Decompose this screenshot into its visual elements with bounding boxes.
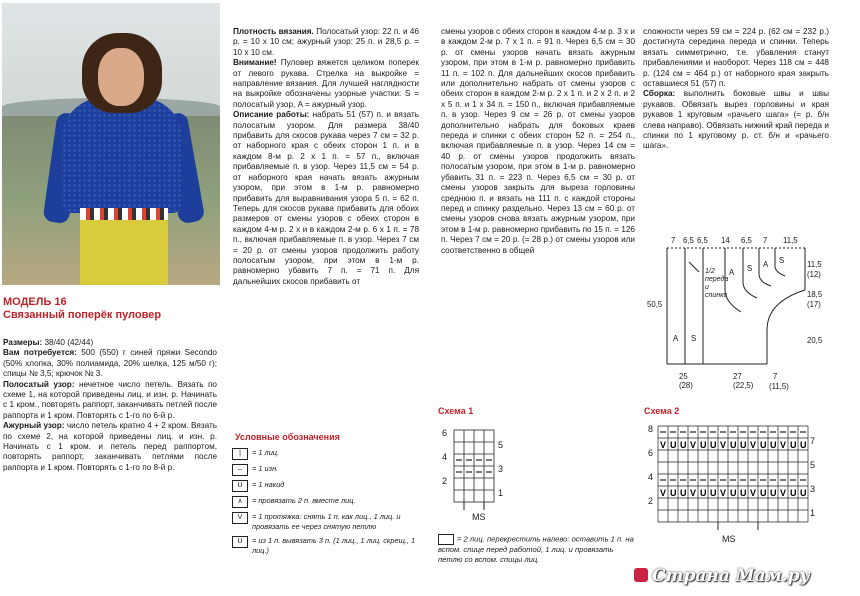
dim-bottom-4: (11,5) xyxy=(769,382,789,391)
schema-1-row-1: 1 xyxy=(498,488,504,498)
col2-paragraph xyxy=(233,27,419,58)
zone-s-2: S xyxy=(747,264,753,273)
schema-1-row-3: 3 xyxy=(498,464,504,474)
column-1 xyxy=(3,338,217,473)
col1-heading: Полосатый узор: xyxy=(3,379,75,389)
col1-paragraph xyxy=(3,421,217,473)
stitch-symbol: U xyxy=(740,440,747,450)
dim-right-1b: (12) xyxy=(807,270,821,279)
legend-symbol: U xyxy=(232,480,248,492)
col1-paragraph xyxy=(3,338,217,348)
schema-2-grid xyxy=(656,424,816,532)
col1-text: число петель кратно 4 + 2 кром. Вязать по схеме 2, на которой приведены лиц. и изн. р. Начинать с 1 кром. и петель перед раппортом, повторять раппорт, заканчивать петлями после раппорта и 1 кром. Повторять с 1-го по 8-й р. xyxy=(3,421,217,472)
schema-note xyxy=(438,534,638,565)
legend-symbol: | xyxy=(232,448,248,460)
col2-paragraph xyxy=(233,110,419,287)
schema-2-ms: MS xyxy=(722,534,736,544)
stitch-symbol: U xyxy=(670,488,677,498)
stitch-symbol: U xyxy=(700,440,707,450)
legend-text: = 1 протяжка: снять 1 п. как лиц., 1 лиц. и провязать ее через снятую петлю xyxy=(252,512,401,531)
legend-item xyxy=(232,536,427,556)
stitch-symbol: U xyxy=(760,488,767,498)
zone-s-1: S xyxy=(691,334,697,343)
stitch-symbol: U xyxy=(770,440,777,450)
dim-top-5: 6,5 xyxy=(741,236,752,245)
stitch-symbol: U xyxy=(680,440,687,450)
stitch-symbol: U xyxy=(680,488,687,498)
model-number: МОДЕЛЬ 16 xyxy=(3,296,67,308)
dim-top-3: 6,5 xyxy=(697,236,708,245)
stitch-symbol: V xyxy=(750,488,757,498)
stitch-symbol: U xyxy=(740,488,747,498)
legend-text: = 1 изн. xyxy=(252,464,279,473)
schema-1-row-2: 2 xyxy=(442,476,448,486)
schema-2-title: Схема 2 xyxy=(644,406,680,416)
dim-right-2: 18,5 xyxy=(807,290,823,299)
schema-note-text: = 2 лиц. перекрестить налево: оставить 1 п. на вспом. спице перед работой, 1 лиц. и провязать петлю со вспом. спицы лиц. xyxy=(438,534,634,564)
stitch-symbol: V xyxy=(780,488,787,498)
schema-2-row-8: 8 xyxy=(648,424,654,434)
stitch-symbol: U xyxy=(700,488,707,498)
dim-top-6: 7 xyxy=(763,236,768,245)
zone-label: 1/2 переда и спинки xyxy=(705,268,729,299)
dim-bottom-3: 7 xyxy=(773,372,778,381)
legend-item xyxy=(232,464,427,476)
column-4 xyxy=(643,27,829,152)
legend-text: = из 1 п. вывязать 3 п. (1 лиц., 1 лиц. скрещ., 1 лиц.) xyxy=(252,536,416,555)
stitch-symbol: U xyxy=(730,488,737,498)
legend-symbol: ∧ xyxy=(232,496,248,508)
stitch-symbol: U xyxy=(730,440,737,450)
col1-text: 38/40 (42/44) xyxy=(42,338,94,347)
stitch-symbol: U xyxy=(710,488,717,498)
model-heading xyxy=(3,296,161,322)
legend-item xyxy=(232,480,427,492)
legend-item xyxy=(232,448,427,460)
legend-text: = 1 лиц. xyxy=(252,448,280,457)
legend-item xyxy=(232,496,427,508)
legend-symbol: – xyxy=(232,464,248,476)
col4-text: сложности через 59 см = 224 р. (62 см = 232 р.) достигнута середина переда и спинки. Теперь вязать симметрично, т.е. убавления станут прибавлениями и наоборот. Через 118 см = 448 р. (124 см = 464 р.) от наборного края закрыть оставшиеся 51 (57) п. xyxy=(643,27,829,89)
col2-paragraph xyxy=(233,58,419,110)
dim-bottom-2: 27 (22,5) xyxy=(733,372,754,390)
col1-text: 500 (550) г синей пряжи Secondo (50% хлопка, 30% полиамида, 20% шелка, 125 м/50 г); спицы № 3,5; крючок № 3. xyxy=(3,348,217,379)
dim-top-7: 11,5 xyxy=(783,236,798,245)
dim-bottom-1: 25 (28) xyxy=(679,372,693,390)
col2-text: Полосатый узор: 22 п. и 46 р. = 10 х 10 см; ажурный узор: 25 п. и 28,5 р. = 10 х 10 см. xyxy=(233,27,420,57)
pattern-shape xyxy=(645,232,825,392)
stitch-symbol: U xyxy=(770,488,777,498)
col2-heading: Плотность вязания. xyxy=(233,27,314,36)
legend-symbol: V xyxy=(232,512,248,524)
stitch-symbol: V xyxy=(660,488,667,498)
model-photo xyxy=(2,3,220,285)
watermark: Страна Мам.ру xyxy=(652,566,810,586)
stitch-symbol: U xyxy=(800,440,807,450)
schema-1-row-5: 5 xyxy=(498,440,504,450)
stitch-symbol: V xyxy=(720,440,727,450)
schema-1-ms: MS xyxy=(472,512,486,522)
col2-heading: Внимание! xyxy=(233,58,277,68)
col4-text: выполнить боковые швы и швы рукавов. Обвязать вырез горловины и края рукавов 1 круговым «рачьего шага» (= р. б/н слева направо). Обвязать нижний край переда и спинки по 1 круговому р. ст. б/н и «рачьего шага». xyxy=(643,89,829,151)
schema-1-grid xyxy=(452,428,500,512)
legend-item xyxy=(232,512,427,532)
col4-paragraph xyxy=(643,27,829,89)
col2-heading: Описание работы: xyxy=(233,110,310,120)
stitch-symbol: V xyxy=(690,488,697,498)
legend-title: Условные обозначения xyxy=(235,432,340,442)
schema-2-row-5: 5 xyxy=(810,460,816,470)
column-2 xyxy=(233,27,419,287)
column-3-text: смены узоров с обеих сторон в каждом 4-м р. 3 х и в каждом 2-м р. 7 х 1 п. = 91 п. Через 6,5 см = 30 р. от смены узоров начать вязать ажурным узором, при этом в 1-м р. равномерно прибавить 11 п. = 102 п. Для дальнейших скосов прибавить или дополнительно набрать от смены узоров с обеих сторон в каждом 2-м р. 2 х 1 п. и 2 х 2 п. и 2 х 5 п. и 1 х 34 п. = 150 п., включая прибавляемые п. в узор. Через 9 см = 26 р. от смены узоров дополнительно набрать для боковых краев переда и спинки с обеих сторон 52 п. = 254 п., включая прибавляемые п. в узор. Через 14 см = 40 р. от смены узоров продолжить вязать полосатым узором, при этом в 1-м р. равномерно убавить 31 п. = 223 п. Через 6,5 см = 30 р. от смены узоров закрыть для выреза горловины среднюю п. и вязать на 111 п. с каждой стороны перед и спинку раздельно. Через 13 см = 60 р. от смены узоров снова вязать ажурным узором, при этом в 1-м р. равномерно прибавить по 15 п. = 126 п. Через 7 см = 20 р. (= 28 р.) от смены узоров или соответственно в общей xyxy=(441,27,635,255)
col1-heading: Вам потребуется: xyxy=(3,348,77,358)
col4-paragraph xyxy=(643,89,829,151)
stitch-symbol: V xyxy=(660,440,667,450)
col1-text: нечетное число петель. Вязать по схеме 1, на которой приведены лиц. и изн. р. Начинать с 1 кром., повторять раппорт, заканчивать петлей после раппорта и 1 кром. Повторять с 1-го по 6-й р. xyxy=(3,379,217,420)
schema-2-row-2: 2 xyxy=(648,496,654,506)
col4-heading: Сборка: xyxy=(643,89,676,99)
schema-1-row-6: 6 xyxy=(442,428,448,438)
legend-symbol: U xyxy=(232,536,248,548)
stitch-symbol: V xyxy=(690,440,697,450)
col1-heading: Размеры: xyxy=(3,338,43,347)
model-name: Связанный поперёк пуловер xyxy=(3,309,162,321)
stitch-symbol: U xyxy=(710,440,717,450)
schema-2-row-3: 3 xyxy=(810,484,816,494)
schema-1-title: Схема 1 xyxy=(438,406,474,416)
col2-text: Пуловер вяжется целиком поперек от левого рукава. Стрелка на выкройке = направление вязания. Для лучшей наглядности на выкройке обозначены узорные участки: S = полосатый узор, A = ажурный узор. xyxy=(233,58,419,109)
stitch-symbol: U xyxy=(800,488,807,498)
dim-left: 50,5 xyxy=(647,300,663,309)
zone-a-1: A xyxy=(673,334,679,343)
dim-top-1: 7 xyxy=(671,236,676,245)
zone-s-3: S xyxy=(779,256,785,265)
stitch-symbol: U xyxy=(790,488,797,498)
schema-2-row-4: 4 xyxy=(648,472,654,482)
stitch-symbol: V xyxy=(720,488,727,498)
stitch-symbol: U xyxy=(760,440,767,450)
column-3 xyxy=(441,27,635,256)
col2-text: набрать 51 (57) п. и вязать полосатым узором. Для размера 38/40 прибавить для скосов рукава через 7 см = 32 р. от наборного края с обеих сторон 1 п. и в каждом 8-м р. 2 х 1 п. = 57 п., включая прибавляемые п. в узор. Через 11,5 см = 54 р. от наборного края начать вязать ажурным узором, при этом в 1-м р. равномерно прибавить для выравнивания узора 5 п. = 62 п. Теперь для скосов рукава прибавить для обоих размеров от смены узоров с обеих сторон в каждом 4-м р. 2 х и в каждом 2-м р. 6 х 1 п. = 78 п., включая прибавляемые п. в узор. Через 7 см = 20 р. от смены узоров продолжить работу полосатым узором, при этом в 1-м р. равномерно убавить 7 п. = 71 п. Для дальнейших скосов прибавить от xyxy=(233,110,420,286)
dim-right-1: 11,5 xyxy=(807,260,822,269)
col1-paragraph xyxy=(3,380,217,422)
col1-heading: Ажурный узор: xyxy=(3,421,65,431)
schema-2-row-6: 6 xyxy=(648,448,654,458)
stitch-symbol: U xyxy=(790,440,797,450)
stitch-symbol: U xyxy=(670,440,677,450)
zone-a-3: A xyxy=(763,260,769,269)
dim-right-3: 20,5 xyxy=(807,336,823,345)
stitch-symbol: V xyxy=(780,440,787,450)
dim-right-2b: (17) xyxy=(807,300,821,309)
schema-2-row-7: 7 xyxy=(810,436,816,446)
stitch-symbol: V xyxy=(750,440,757,450)
legend-text: = 1 накид xyxy=(252,480,285,489)
legend xyxy=(232,448,427,560)
dim-top-4: 14 xyxy=(721,236,730,245)
col1-paragraph xyxy=(3,348,217,379)
legend-text: = провязать 2 п. вместе лиц. xyxy=(252,496,356,505)
schema-2-row-1: 1 xyxy=(810,508,816,518)
site-logo-icon xyxy=(634,568,648,582)
dim-top-2: 6,5 xyxy=(683,236,694,245)
schema-1-row-4: 4 xyxy=(442,452,448,462)
zone-a-2: A xyxy=(729,268,735,277)
